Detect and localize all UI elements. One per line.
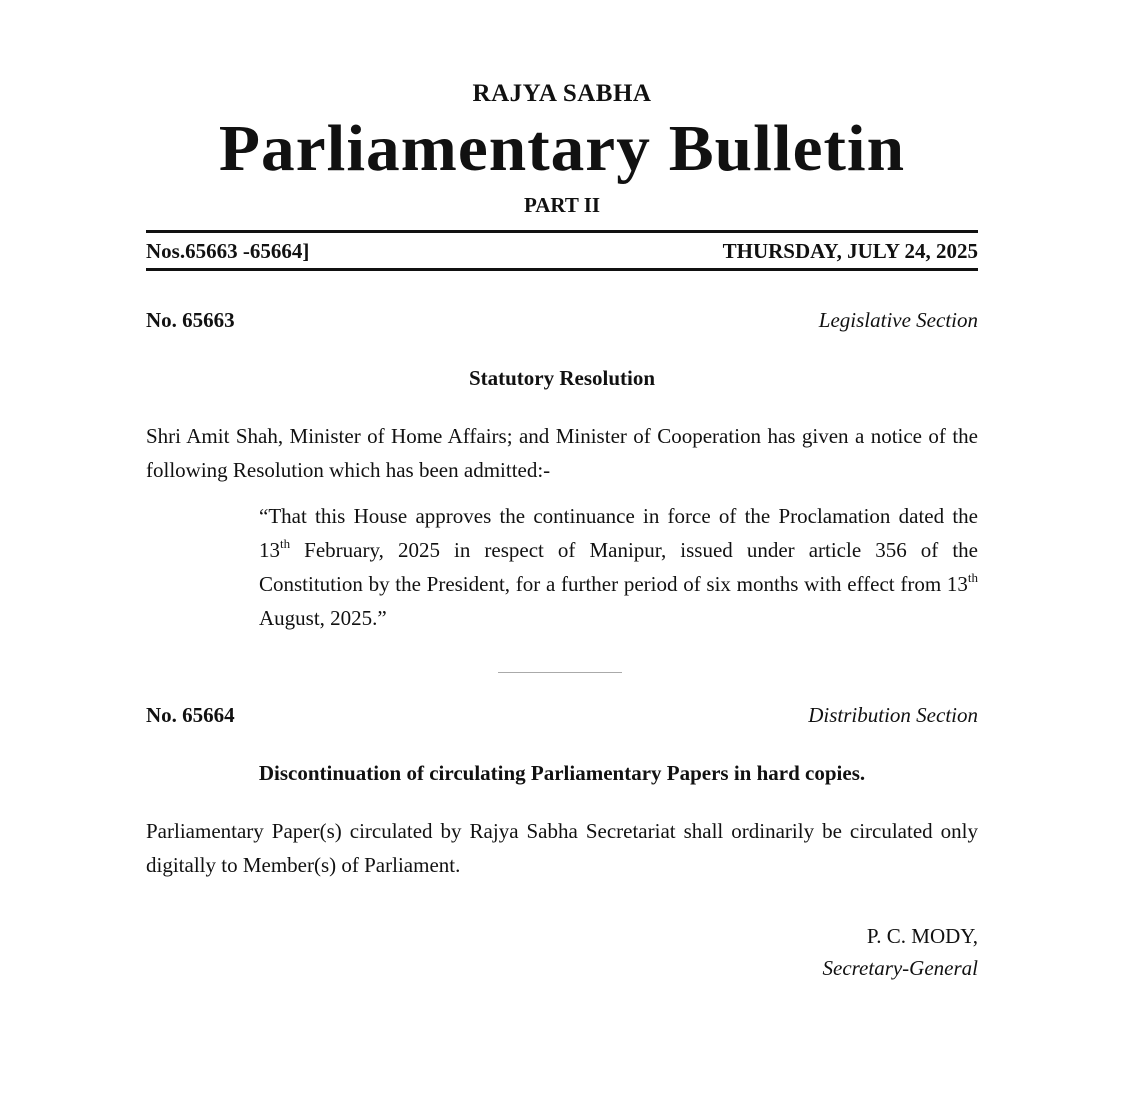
issue-numbers: Nos.65663 -65664] — [146, 239, 310, 263]
resolution-quote — [259, 499, 978, 635]
signatory-title: Secretary-General — [822, 956, 978, 980]
ordinal-suffix: th — [280, 536, 291, 551]
masthead-rule-top — [146, 230, 978, 233]
item-separator — [498, 672, 622, 673]
ordinal-suffix: th — [967, 570, 978, 585]
quote-text: February, 2025 in respect of Manipur, issued under article 356 of the Constitution by the President, for a further period of six months with effect from 13 — [259, 538, 978, 596]
item-body: Shri Amit Shah, Minister of Home Affairs; and Minister of Cooperation has given a notice of the following Resolution which has been admitted:- — [146, 424, 978, 482]
item-heading: Statutory Resolution — [468, 366, 656, 390]
signatory-name: P. C. MODY, — [866, 924, 978, 948]
quote-text: August, 2025.” — [259, 606, 387, 630]
item-section: Legislative Section — [818, 308, 978, 332]
issue-date: THURSDAY, JULY 24, 2025 — [722, 239, 978, 263]
item-number: No. 65663 — [146, 308, 235, 332]
item-section: Distribution Section — [808, 703, 978, 727]
quote-text: “That this House approves the continuance in force of the Proclamation dated the 13 — [259, 504, 978, 562]
masthead-title: Parliamentary Bulletin — [218, 112, 906, 185]
item-number: No. 65664 — [146, 703, 235, 727]
masthead-rule-bottom — [146, 268, 978, 271]
house-name: RAJYA SABHA — [472, 80, 652, 107]
part-label: PART II — [523, 193, 601, 217]
item-heading: Discontinuation of circulating Parliamentary Papers in hard copies. — [258, 761, 866, 785]
bulletin-page — [146, 0, 978, 1116]
item-body: Parliamentary Paper(s) circulated by Rajya Sabha Secretariat shall ordinarily be circulated only digitally to Member(s) of Parliament. — [146, 819, 978, 877]
